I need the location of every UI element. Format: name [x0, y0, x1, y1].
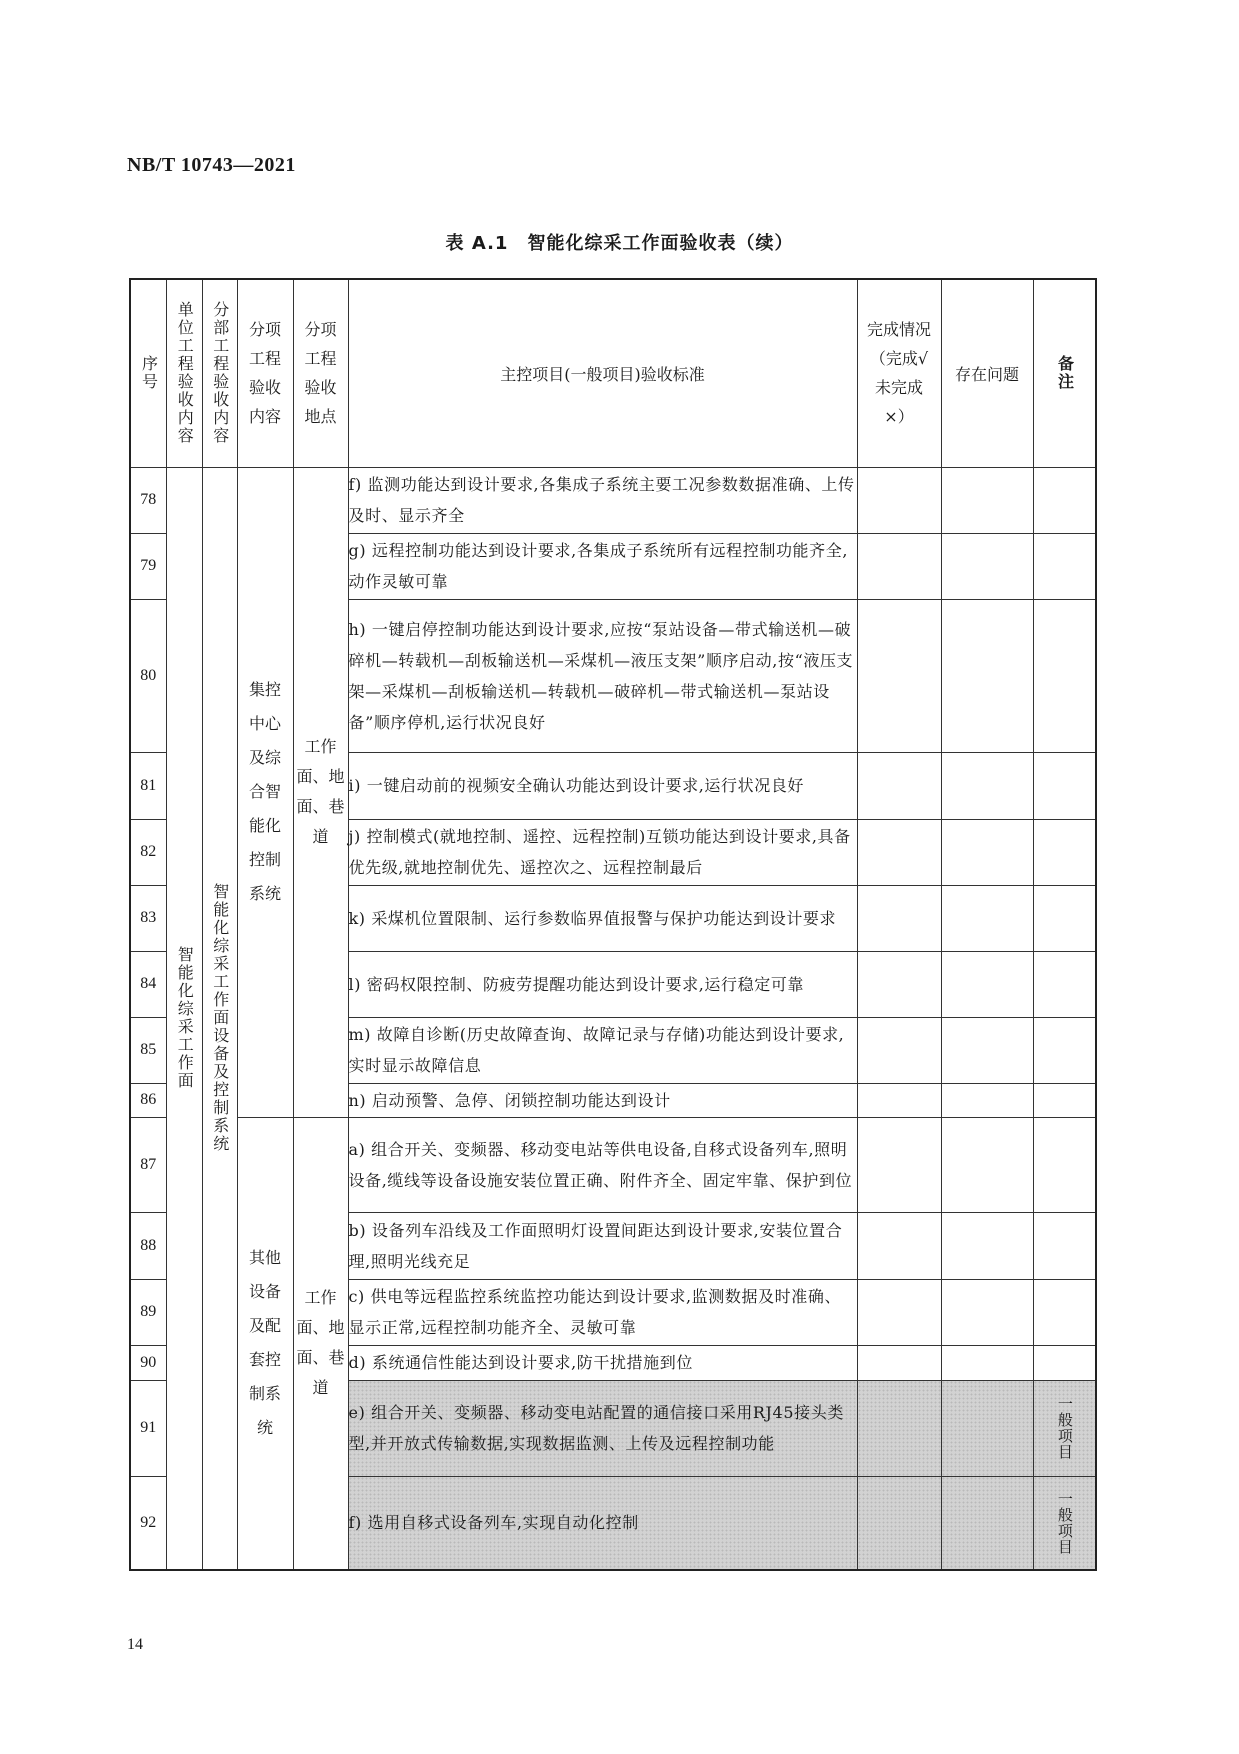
criteria-text: a) 组合开关、变频器、移动变电站等供电设备,自移式设备列车,照明设备,缆线等设备设施安装位置正确、附件齐全、固定牢靠、保护到位	[348, 1117, 857, 1212]
column-header-sub-content: 分项工程验收内容	[237, 279, 293, 467]
table-row	[130, 1117, 1096, 1212]
completion-cell	[857, 819, 941, 885]
issues-cell	[941, 599, 1033, 752]
sub-location-cell-other-equipment: 工作面、地面、巷道	[293, 1117, 348, 1570]
completion-cell	[857, 1017, 941, 1083]
document-code: NB/T 10743—2021	[127, 154, 296, 176]
remark-cell	[1033, 951, 1096, 1017]
criteria-text: c) 供电等远程监控系统监控功能达到设计要求,监测数据及时准确、显示正常,远程控制功能齐全、灵敏可靠	[348, 1279, 857, 1345]
remark-cell	[1033, 533, 1096, 599]
sub-content-cell-control-center: 集控中心及综合智能化控制系统	[237, 467, 293, 1117]
completion-cell	[857, 1279, 941, 1345]
issues-cell	[941, 819, 1033, 885]
completion-cell	[857, 1380, 941, 1476]
criteria-text: f) 选用自移式设备列车,实现自动化控制	[348, 1476, 857, 1570]
column-header-remark: 备注	[1033, 279, 1096, 467]
row-number: 79	[130, 533, 166, 599]
completion-cell	[857, 599, 941, 752]
remark-cell: 一般项目	[1033, 1380, 1096, 1476]
column-header-completion: 完成情况（完成√未完成×）	[857, 279, 941, 467]
completion-cell	[857, 1476, 941, 1570]
remark-cell	[1033, 752, 1096, 819]
issues-cell	[941, 885, 1033, 951]
header-row	[130, 279, 1096, 467]
row-number: 92	[130, 1476, 166, 1570]
remark-cell	[1033, 819, 1096, 885]
row-number: 87	[130, 1117, 166, 1212]
criteria-text: m) 故障自诊断(历史故障查询、故障记录与存储)功能达到设计要求,实时显示故障信息	[348, 1017, 857, 1083]
column-header-seq: 序号	[130, 279, 166, 467]
completion-cell	[857, 885, 941, 951]
acceptance-table	[129, 278, 1097, 1571]
remark-cell	[1033, 885, 1096, 951]
issues-cell	[941, 1117, 1033, 1212]
completion-cell	[857, 533, 941, 599]
row-number: 82	[130, 819, 166, 885]
issues-cell	[941, 467, 1033, 533]
column-header-division: 分部工程验收内容	[202, 279, 237, 467]
criteria-text: n) 启动预警、急停、闭锁控制功能达到设计	[348, 1083, 857, 1117]
issues-cell	[941, 1345, 1033, 1380]
criteria-text: i) 一键启动前的视频安全确认功能达到设计要求,运行状况良好	[348, 752, 857, 819]
remark-cell: 一般项目	[1033, 1476, 1096, 1570]
issues-cell	[941, 1212, 1033, 1279]
row-number: 89	[130, 1279, 166, 1345]
completion-cell	[857, 1083, 941, 1117]
criteria-text: g) 远程控制功能达到设计要求,各集成子系统所有远程控制功能齐全,动作灵敏可靠	[348, 533, 857, 599]
row-number: 91	[130, 1380, 166, 1476]
row-number: 90	[130, 1345, 166, 1380]
completion-cell	[857, 467, 941, 533]
issues-cell	[941, 951, 1033, 1017]
criteria-text: k) 采煤机位置限制、运行参数临界值报警与保护功能达到设计要求	[348, 885, 857, 951]
column-header-criteria: 主控项目(一般项目)验收标准	[348, 279, 857, 467]
issues-cell	[941, 752, 1033, 819]
criteria-text: l) 密码权限控制、防疲劳提醒功能达到设计要求,运行稳定可靠	[348, 951, 857, 1017]
sub-location-cell-control-center: 工作面、地面、巷道	[293, 467, 348, 1117]
completion-cell	[857, 1117, 941, 1212]
remark-cell	[1033, 1117, 1096, 1212]
criteria-text: b) 设备列车沿线及工作面照明灯设置间距达到设计要求,安装位置合理,照明光线充足	[348, 1212, 857, 1279]
remark-cell	[1033, 1212, 1096, 1279]
completion-cell	[857, 1212, 941, 1279]
issues-cell	[941, 1017, 1033, 1083]
issues-cell	[941, 1380, 1033, 1476]
column-header-unit: 单位工程验收内容	[166, 279, 202, 467]
criteria-text: f) 监测功能达到设计要求,各集成子系统主要工况参数数据准确、上传及时、显示齐全	[348, 467, 857, 533]
table-title: 表 A.1 智能化综采工作面验收表（续）	[445, 233, 794, 254]
row-number: 80	[130, 599, 166, 752]
completion-cell	[857, 951, 941, 1017]
row-number: 81	[130, 752, 166, 819]
remark-cell	[1033, 1279, 1096, 1345]
criteria-text: d) 系统通信性能达到设计要求,防干扰措施到位	[348, 1345, 857, 1380]
remark-cell	[1033, 1083, 1096, 1117]
criteria-text: e) 组合开关、变频器、移动变电站配置的通信接口采用RJ45接头类型,并开放式传输数据,实现数据监测、上传及远程控制功能	[348, 1380, 857, 1476]
row-number: 88	[130, 1212, 166, 1279]
completion-cell	[857, 1345, 941, 1380]
division-content-cell: 智能化综采工作面设备及控制系统	[202, 467, 237, 1570]
row-number: 83	[130, 885, 166, 951]
criteria-text: j) 控制模式(就地控制、遥控、远程控制)互锁功能达到设计要求,具备优先级,就地控制优先、遥控次之、远程控制最后	[348, 819, 857, 885]
column-header-sub-location: 分项工程验收地点	[293, 279, 348, 467]
remark-cell	[1033, 1017, 1096, 1083]
issues-cell	[941, 533, 1033, 599]
unit-content-cell: 智能化综采工作面	[166, 467, 202, 1570]
remark-cell	[1033, 467, 1096, 533]
remark-cell	[1033, 599, 1096, 752]
row-number: 85	[130, 1017, 166, 1083]
table-row	[130, 467, 1096, 533]
page-number: 14	[127, 1636, 143, 1653]
issues-cell	[941, 1476, 1033, 1570]
column-header-issues: 存在问题	[941, 279, 1033, 467]
row-number: 86	[130, 1083, 166, 1117]
row-number: 84	[130, 951, 166, 1017]
issues-cell	[941, 1279, 1033, 1345]
issues-cell	[941, 1083, 1033, 1117]
criteria-text: h) 一键启停控制功能达到设计要求,应按“泵站设备—带式输送机—破碎机—转载机—刮板输送机—采煤机—液压支架”顺序启动,按“液压支架—采煤机—刮板输送机—转载机—破碎机—带式输送机—泵站设备”顺序停机,运行状况良好	[348, 599, 857, 752]
completion-cell	[857, 752, 941, 819]
sub-content-cell-other-equipment: 其他设备及配套控制系统	[237, 1117, 293, 1570]
row-number: 78	[130, 467, 166, 533]
remark-cell	[1033, 1345, 1096, 1380]
